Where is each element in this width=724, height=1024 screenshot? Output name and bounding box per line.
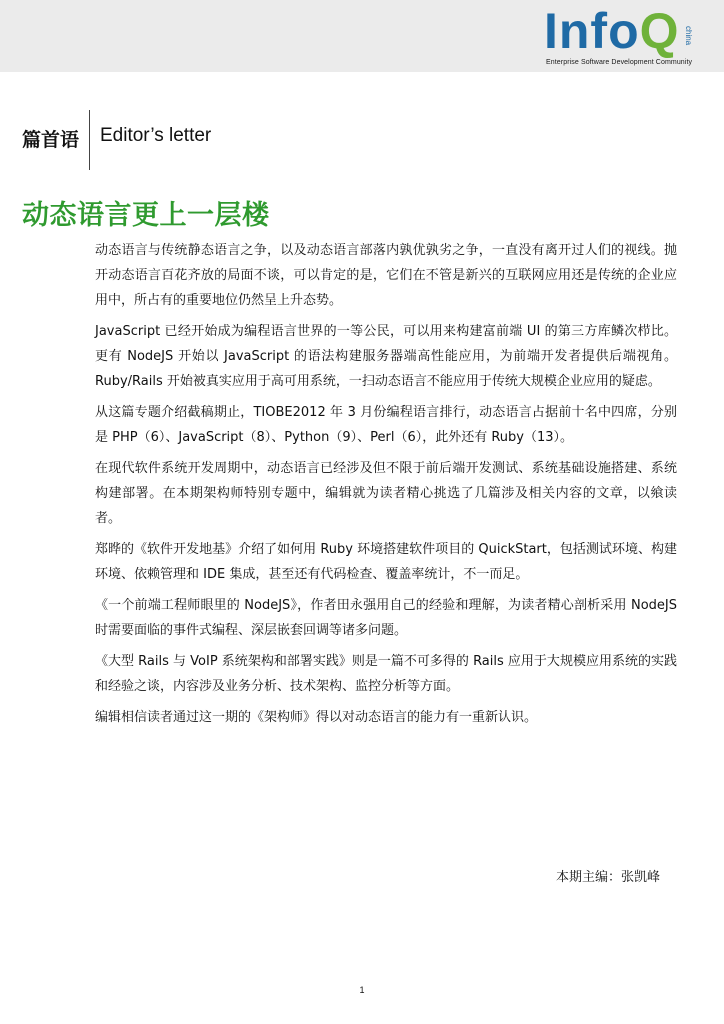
article-title: 动态语言更上一层楼 bbox=[22, 200, 270, 231]
paragraph: 从这篇专题介绍截稿期止，TIOBE2012 年 3 月份编程语言排行，动态语言占据前十名中四席，分别是 PHP（6）、JavaScript（8）、Python（9）、Perl（6），此外还有 Ruby（13）。 bbox=[95, 405, 677, 445]
paragraph: 编辑相信读者通过这一期的《架构师》得以对动态语言的能力有一重新认识。 bbox=[95, 710, 538, 725]
paragraph: 动态语言与传统静态语言之争，以及动态语言部落内孰优孰劣之争，一直没有离开过人们的视线。抛开动态语言百花齐放的局面不谈，可以肯定的是，它们在不管是新兴的互联网应用还是传统的企业应用中，所占有的重要地位仍然呈上升态势。 bbox=[95, 243, 677, 308]
section-label-english: Editor’s letter bbox=[100, 125, 212, 146]
logo-wordmark bbox=[544, 2, 680, 60]
editor-signature: 本期主编：张凯峰 bbox=[555, 870, 660, 885]
logo-main-text: Info bbox=[544, 3, 640, 59]
paragraph: 《一个前端工程师眼里的 NodeJS》，作者田永强用自己的经验和理解，为读者精心剖析采用 NodeJS 时需要面临的事件式编程、深层嵌套回调等诸多问题。 bbox=[95, 598, 677, 638]
page-number: 1 bbox=[359, 985, 365, 995]
paragraph: 在现代软件系统开发周期中，动态语言已经涉及但不限于前后端开发测试、系统基础设施搭建、系统构建部署。在本期架构师特别专题中，编辑就为读者精心挑选了几篇涉及相关内容的文章，以飨读者。 bbox=[95, 461, 677, 526]
paragraph: 《大型 Rails 与 VoIP 系统架构和部署实践》则是一篇不可多得的 Rails 应用于大规模应用系统的实践和经验之谈，内容涉及业务分析、技术架构、监控分析等方面。 bbox=[95, 654, 677, 694]
logo-q-letter: Q bbox=[639, 3, 680, 59]
section-label-chinese: 篇首语 bbox=[22, 129, 80, 151]
infoq-logo bbox=[544, 3, 704, 68]
section-divider bbox=[89, 110, 90, 170]
paragraph: JavaScript 已经开始成为编程语言世界的一等公民，可以用来构建富前端 UI 的第三方库鳞次栉比。更有 NodeJS 开始以 JavaScript 的语法构建服务器端高性能应用，为前端开发者提供后端视角。Ruby/Rails 开始被真实应用于高可用系统，一扫动态语言不能应用于传统大规模企业应用的疑虑。 bbox=[95, 324, 677, 389]
logo-tagline: Enterprise Software Development Community bbox=[546, 59, 693, 66]
article-body bbox=[95, 238, 677, 736]
paragraph: 郑晔的《软件开发地基》介绍了如何用 Ruby 环境搭建软件项目的 QuickStart，包括测试环境、构建环境、依赖管理和 IDE 集成，甚至还有代码检查、覆盖率统计，不一而足。 bbox=[95, 542, 677, 582]
logo-vertical-text: china bbox=[684, 26, 693, 46]
